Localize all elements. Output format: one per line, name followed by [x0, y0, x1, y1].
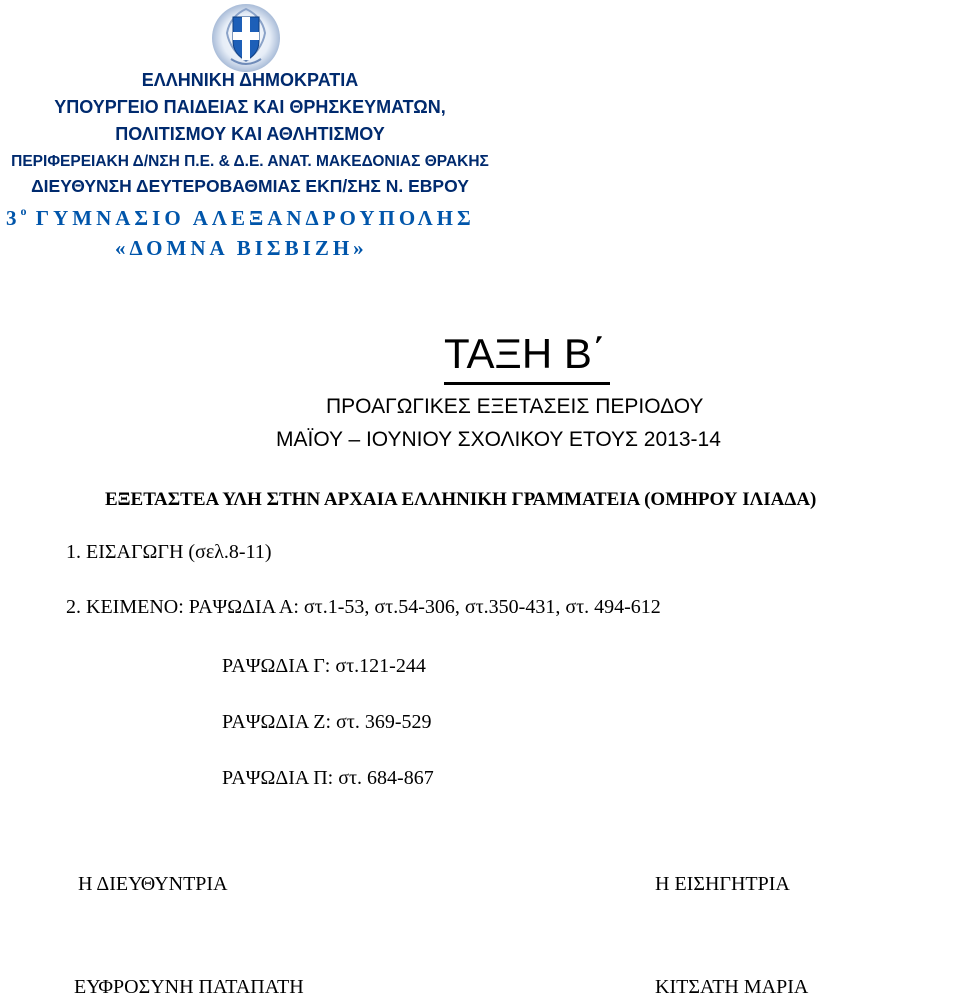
school-honorific: «ΔΟΜΝΑ ΒΙΣΒΙΖΗ»	[115, 236, 368, 260]
education-directorate: ΔΙΕΥΘΥΝΣΗ ΔΕΥΤΕΡΟΒΑΘΜΙΑΣ ΕΚΠ/ΣΗΣ Ν. ΕΒΡΟΥ	[31, 176, 469, 196]
exam-title: ΠΡΟΑΓΩΓΙΚΕΣ ΕΞΕΤΑΣΕΙΣ ΠΕΡΙΟΔΟΥ	[326, 395, 704, 418]
syllabus-subject: ΕΞΕΤΑΣΤΕΑ ΥΛΗ ΣΤΗΝ ΑΡΧΑΙΑ ΕΛΛΗΝΙΚΗ ΓΡΑΜΜΑΤΕΙΑ (ΟΜΗΡΟΥ ΙΛΙΑΔΑ)	[105, 489, 817, 510]
syllabus-rhapsody-g: ΡΑΨΩΔΙΑ Γ: στ.121-244	[222, 655, 426, 677]
school-number: 3	[6, 206, 21, 230]
syllabus-rhapsody-p: ΡΑΨΩΔΙΑ Π: στ. 684-867	[222, 767, 434, 789]
exam-period: ΜΑΪΟΥ – ΙΟΥΝΙΟΥ ΣΧΟΛΙΚΟΥ ΕΤΟΥΣ 2013-14	[276, 428, 721, 451]
ministry-line-2: ΠΟΛΙΤΙΣΜΟΥ ΚΑΙ ΑΘΛΗΤΙΣΜΟΥ	[115, 124, 385, 144]
director-role: Η ΔΙΕΥΘΥΝΤΡΙΑ	[78, 873, 228, 895]
syllabus-rhapsody-z: ΡΑΨΩΔΙΑ Ζ: στ. 369-529	[222, 711, 432, 733]
advisor-name: ΚΙΤΣΑΤΗ ΜΑΡΙΑ	[655, 976, 809, 998]
school-name-text: ΓΥΜΝΑΣΙΟ ΑΛΕΞΑΝΔΡΟΥΠΟΛΗΣ	[35, 206, 475, 230]
director-name: ΕΥΦΡΟΣΥΝΗ ΠΑΤΑΠΑΤΗ	[74, 976, 304, 998]
advisor-role: Η ΕΙΣΗΓΗΤΡΙΑ	[655, 873, 790, 895]
class-title: ΤΑΞΗ Β΄	[444, 326, 610, 385]
greek-coat-of-arms-icon	[211, 3, 281, 73]
syllabus-item-text: 2. ΚΕΙΜΕΝΟ: ΡΑΨΩΔΙΑ Α: στ.1-53, στ.54-306, στ.350-431, στ. 494-612	[66, 596, 661, 618]
syllabus-item-introduction: 1. ΕΙΣΑΓΩΓΗ (σελ.8-11)	[66, 541, 272, 563]
school-name	[6, 206, 475, 231]
country-name: ΕΛΛΗΝΙΚΗ ΔΗΜΟΚΡΑΤΙΑ	[141, 70, 359, 90]
ministry-line-1: ΥΠΟΥΡΓΕΙΟ ΠΑΙΔΕΙΑΣ ΚΑΙ ΘΡΗΣΚΕΥΜΑΤΩΝ,	[54, 97, 446, 117]
regional-directorate: ΠΕΡΙΦΕΡΕΙΑΚΗ Δ/ΝΣΗ Π.Ε. & Δ.Ε. ΑΝΑΤ. ΜΑΚΕΔΟΝΙΑΣ ΘΡΑΚΗΣ	[11, 153, 489, 170]
school-ordinal: ο	[20, 204, 27, 218]
